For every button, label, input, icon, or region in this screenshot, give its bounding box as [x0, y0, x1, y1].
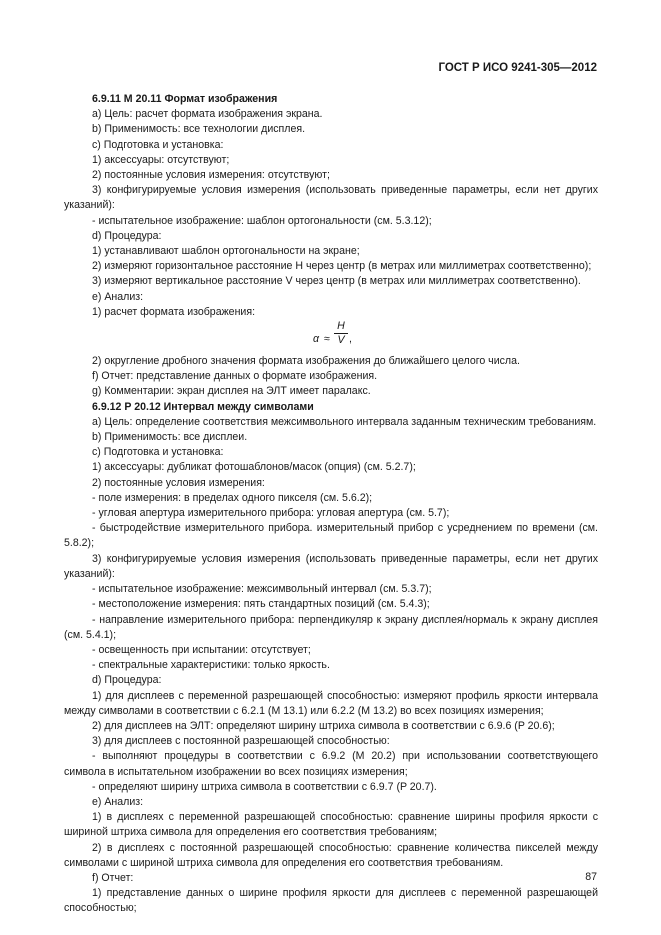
text-line: a) Цель: расчет формата изображения экрана. [92, 108, 323, 121]
text-line: - быстродействие измерительного прибора. измерительный прибор с усреднением по времени (см. 5.8.2); [64, 522, 598, 550]
text-line: - спектральные характеристики: только яркость. [92, 659, 330, 672]
formula-denominator: V [337, 334, 345, 347]
text-line: - определяют ширину штриха символа в соответствии с 6.9.7 (P 20.7). [92, 780, 437, 793]
text-line: b) Применимость: все технологии дисплея. [92, 123, 306, 136]
text-line: 2) постоянные условия измерения: отсутствуют; [92, 169, 330, 182]
aspect-ratio-formula [64, 320, 598, 354]
text-line: 1) устанавливают шаблон ортогональности на экране; [92, 245, 360, 258]
text-line: 1) в дисплеях с переменной разрешающей способностью: сравнение ширины профиля яркости с шириной штриха символа для определения его соответствия требованиям; [64, 811, 598, 839]
text-line: 1) для дисплеев с переменной разрешающей способностью: измеряют профиль яркости интервала между символами в соответствии с 6.2.1 (M 13.1) или 6.2.2 (M 13.2) во всех позициях измерения; [64, 689, 598, 717]
section-6-9-12 [64, 354, 598, 917]
formula-fraction [334, 320, 348, 347]
text-line: 1) расчет формата изображения: [92, 305, 256, 318]
text-line: g) Комментарии: экран дисплея на ЭЛТ имеет паралакс. [92, 385, 371, 398]
text-line: b) Применимость: все дисплеи. [92, 431, 248, 444]
text-line: - направление измерительного прибора: перпендикуляр к экрану дисплея/нормаль к экрану дисплея (см. 5.4.1); [64, 613, 598, 641]
text-line: - испытательное изображение: шаблон ортогональности (см. 5.3.12); [92, 214, 432, 227]
text-line: - освещенность при испытании: отсутствует; [92, 643, 311, 656]
text-line: d) Процедура: [92, 674, 162, 687]
text-line: e) Анализ: [92, 290, 144, 303]
text-line: c) Подготовка и установка: [92, 446, 224, 459]
document-code-header: ГОСТ Р ИСО 9241-305—2012 [438, 62, 597, 74]
formula-lhs: α [313, 333, 320, 346]
text-line: 3) для дисплеев с постоянной разрешающей способностью: [92, 735, 390, 748]
text-line: 2) в дисплеях с постоянной разрешающей способностью: сравнение количества пикселей между символами с шириной штриха символа для определения его соответствия требованиям. [64, 841, 598, 869]
formula-tail: , [349, 333, 352, 346]
text-line: 3) конфигурируемые условия измерения (использовать приведенные параметры, если нет других указаний): [64, 552, 598, 580]
document-body [64, 92, 598, 917]
text-line: 2) для дисплеев на ЭЛТ: определяют ширину штриха символа в соответствии с 6.9.6 (P 20.6); [92, 719, 555, 732]
text-line: 1) аксессуары: дубликат фотошаблонов/масок (опция) (см. 5.2.7); [92, 461, 416, 474]
text-line: 6.9.12 P 20.12 Интервал между символами [92, 400, 314, 413]
text-line: 6.9.11 M 20.11 Формат изображения [92, 93, 278, 105]
text-line: 2) округление дробного значения формата изображения до ближайшего целого числа. [92, 355, 520, 368]
text-line: f) Отчет: [92, 871, 134, 884]
formula-operator: ≈ [324, 333, 330, 346]
text-line: 1) представление данных о ширине профиля яркости для дисплеев с переменной разрешающей способностью; [64, 887, 598, 915]
page-number: 87 [585, 871, 597, 883]
text-line: - выполняют процедуры в соответствии с 6.9.2 (M 20.2) при использовании соответствующего символа в испытательном изображении во всех позициях измерения; [64, 750, 598, 778]
section-6-9-11 [64, 92, 598, 320]
text-line: - местоположение измерения: пять стандартных позиций (см. 5.4.3); [92, 598, 430, 611]
text-line: a) Цель: определение соответствия межсимвольного интервала заданным техническим требованиям. [92, 415, 597, 428]
text-line: 2) постоянные условия измерения: [92, 476, 265, 489]
text-line: 2) измеряют горизонтальное расстояние H через центр (в метрах или миллиметрах соответственно); [92, 260, 592, 273]
text-line: - испытательное изображение: межсимвольный интервал (см. 5.3.7); [92, 583, 432, 596]
text-line: e) Анализ: [92, 795, 144, 808]
text-line: - поле измерения: в пределах одного пикселя (см. 5.6.2); [92, 491, 373, 504]
text-line: d) Процедура: [92, 229, 162, 242]
text-line: 3) измеряют вертикальное расстояние V через центр (в метрах или миллиметрах соответственно). [92, 275, 581, 288]
text-line: f) Отчет: представление данных о формате изображения. [92, 370, 378, 383]
text-line: c) Подготовка и установка: [92, 138, 224, 151]
text-line: - угловая апертура измерительного прибора: угловая апертура (см. 5.7); [92, 507, 450, 520]
formula-numerator: H [337, 320, 345, 333]
text-line: 1) аксессуары: отсутствуют; [92, 153, 230, 166]
text-line: 3) конфигурируемые условия измерения (использовать приведенные параметры, если нет других указаний): [64, 184, 598, 212]
